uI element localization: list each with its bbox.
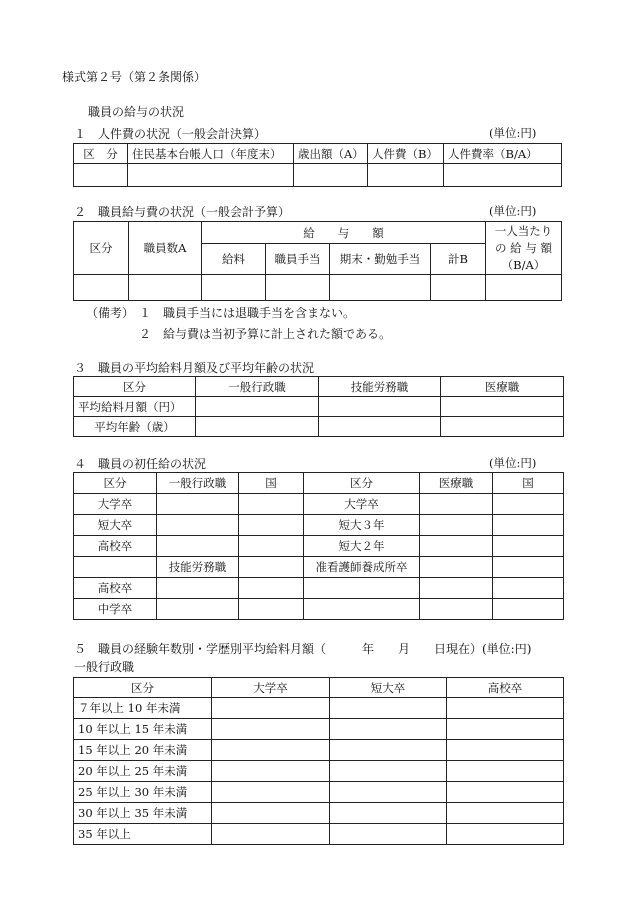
header-total: 計B bbox=[431, 244, 486, 275]
blank-cell bbox=[420, 557, 493, 578]
row-label-experience: ７年以上 10 年未満 bbox=[74, 698, 212, 719]
blank-cell bbox=[330, 782, 447, 803]
blank-cell bbox=[431, 275, 486, 301]
blank-cell bbox=[493, 557, 564, 578]
average-salary-table bbox=[73, 376, 564, 437]
row-label-right bbox=[304, 578, 420, 599]
header-university: 大学卒 bbox=[212, 678, 330, 698]
section-3-title: ３ 職員の平均給料月額及び平均年齢の状況 bbox=[74, 361, 315, 375]
blank-cell bbox=[330, 698, 447, 719]
per-person-line-3: （B/A） bbox=[501, 257, 546, 272]
blank-cell bbox=[447, 740, 564, 761]
header-kubun-left: 区分 bbox=[74, 473, 157, 494]
blank-cell bbox=[74, 164, 128, 187]
blank-cell bbox=[420, 536, 493, 557]
row-label-right: 短大３年 bbox=[304, 515, 420, 536]
blank-cell bbox=[196, 397, 319, 417]
blank-cell bbox=[447, 782, 564, 803]
header-junior-college: 短大卒 bbox=[330, 678, 447, 698]
section-5-title: ５ 職員の経験年数別・学歴別平均給料月額（ 年 月 日現在）(単位:円) bbox=[74, 642, 532, 656]
row-label-experience: 30 年以上 35 年未満 bbox=[74, 803, 212, 824]
section-1-title: １ 人件費の状況（一般会計決算） bbox=[74, 127, 267, 141]
header-kubun: 区分 bbox=[74, 377, 196, 397]
header-allowance: 職員手当 bbox=[266, 244, 330, 275]
blank-cell bbox=[493, 578, 564, 599]
row-label-experience: 10 年以上 15 年未満 bbox=[74, 719, 212, 740]
note-1: １ 職員手当には退職手当を含まない。 bbox=[139, 306, 356, 320]
blank-cell bbox=[319, 417, 441, 437]
blank-cell bbox=[330, 275, 431, 301]
blank-cell bbox=[128, 164, 294, 187]
blank-cell bbox=[212, 782, 330, 803]
row-label-right: 大学卒 bbox=[304, 494, 420, 515]
row-label-experience: 35 年以上 bbox=[74, 824, 212, 845]
blank-cell bbox=[330, 719, 447, 740]
blank-cell bbox=[330, 761, 447, 782]
blank-cell bbox=[239, 515, 304, 536]
header-population: 住民基本台帳人口（年度末） bbox=[128, 144, 294, 164]
blank-cell bbox=[239, 557, 304, 578]
header-general-admin: 一般行政職 bbox=[196, 377, 319, 397]
note-2: ２ 給与費は当初予算に計上された額である。 bbox=[139, 327, 392, 341]
blank-cell bbox=[239, 578, 304, 599]
section-1-unit: (単位:円) bbox=[489, 126, 537, 140]
row-label-left bbox=[74, 557, 157, 578]
row-label-left: 中学卒 bbox=[74, 599, 157, 620]
blank-cell bbox=[266, 275, 330, 301]
row-label-experience: 20 年以上 25 年未満 bbox=[74, 761, 212, 782]
header-high-school: 高校卒 bbox=[447, 678, 564, 698]
header-medical: 医療職 bbox=[441, 377, 564, 397]
per-person-line-2: の 給 与 額 bbox=[495, 240, 552, 255]
header-kubun: 区 分 bbox=[74, 144, 128, 164]
row-label-experience: 25 年以上 30 年未満 bbox=[74, 782, 212, 803]
header-base-salary: 給料 bbox=[202, 244, 266, 275]
blank-cell bbox=[212, 719, 330, 740]
blank-cell bbox=[447, 803, 564, 824]
header-general-admin: 一般行政職 bbox=[157, 473, 239, 494]
row-label-right: 短大２年 bbox=[304, 536, 420, 557]
blank-cell bbox=[420, 494, 493, 515]
blank-cell bbox=[368, 164, 444, 187]
header-expenditure: 歳出額（A） bbox=[294, 144, 368, 164]
notes-label: （備考） bbox=[86, 306, 135, 320]
blank-cell bbox=[447, 824, 564, 845]
header-skilled-labor: 技能労務職 bbox=[319, 377, 441, 397]
row-label-experience: 15 年以上 20 年未満 bbox=[74, 740, 212, 761]
header-salary-amount: 給 与 額 bbox=[202, 222, 486, 244]
row-label-right bbox=[304, 599, 420, 620]
blank-cell bbox=[157, 599, 239, 620]
starting-salary-table bbox=[73, 472, 564, 620]
blank-cell bbox=[239, 599, 304, 620]
section-4-title: ４ 職員の初任給の状況 bbox=[74, 457, 207, 471]
form-number: 様式第２号（第２条関係） bbox=[62, 70, 207, 84]
row-label-right: 准看護師養成所卒 bbox=[304, 557, 420, 578]
section-2-unit: (単位:円) bbox=[489, 204, 537, 218]
blank-cell bbox=[486, 275, 562, 301]
blank-cell bbox=[330, 740, 447, 761]
blank-cell bbox=[420, 599, 493, 620]
header-national-left: 国 bbox=[239, 473, 304, 494]
header-personnel-cost-ratio: 人件費率（B/A） bbox=[444, 144, 562, 164]
blank-cell bbox=[239, 494, 304, 515]
blank-cell bbox=[330, 824, 447, 845]
header-kubun-right: 区分 bbox=[304, 473, 420, 494]
skilled-labor-label: 技能労務職 bbox=[157, 557, 239, 578]
document-heading: 職員の給与の状況 bbox=[88, 105, 185, 119]
blank-cell bbox=[493, 494, 564, 515]
blank-cell bbox=[212, 740, 330, 761]
blank-cell bbox=[157, 536, 239, 557]
header-kubun: 区分 bbox=[74, 222, 129, 275]
section-2-title: ２ 職員給与費の状況（一般会計予算） bbox=[74, 205, 291, 219]
experience-salary-table bbox=[73, 677, 564, 845]
blank-cell bbox=[493, 515, 564, 536]
blank-cell bbox=[447, 698, 564, 719]
header-national-right: 国 bbox=[493, 473, 564, 494]
blank-cell bbox=[157, 578, 239, 599]
blank-cell bbox=[420, 515, 493, 536]
blank-cell bbox=[202, 275, 266, 301]
header-personnel-cost: 人件費（B） bbox=[368, 144, 444, 164]
blank-cell bbox=[212, 824, 330, 845]
blank-cell bbox=[447, 719, 564, 740]
blank-cell bbox=[330, 803, 447, 824]
blank-cell bbox=[493, 536, 564, 557]
blank-cell bbox=[441, 417, 564, 437]
header-medical: 医療職 bbox=[420, 473, 493, 494]
blank-cell bbox=[157, 515, 239, 536]
row-label-left: 大学卒 bbox=[74, 494, 157, 515]
per-person-line-1: 一人当たり bbox=[494, 223, 553, 238]
header-kubun: 区分 bbox=[74, 678, 212, 698]
blank-cell bbox=[294, 164, 368, 187]
personnel-cost-table bbox=[73, 143, 562, 187]
header-bonus: 期末・勤勉手当 bbox=[330, 244, 431, 275]
blank-cell bbox=[441, 397, 564, 417]
header-per-person-salary bbox=[486, 222, 562, 275]
blank-cell bbox=[420, 578, 493, 599]
blank-cell bbox=[212, 803, 330, 824]
blank-cell bbox=[493, 599, 564, 620]
blank-cell bbox=[129, 275, 202, 301]
salary-expense-table bbox=[73, 221, 562, 301]
blank-cell bbox=[212, 761, 330, 782]
row-label-left: 短大卒 bbox=[74, 515, 157, 536]
row-label-avg-age: 平均年齢（歳） bbox=[74, 417, 196, 437]
section-4-unit: (単位:円) bbox=[489, 456, 537, 470]
blank-cell bbox=[447, 761, 564, 782]
blank-cell bbox=[74, 275, 129, 301]
blank-cell bbox=[196, 417, 319, 437]
row-label-avg-monthly-salary: 平均給料月額（円） bbox=[74, 397, 196, 417]
blank-cell bbox=[319, 397, 441, 417]
section-5-subtitle: 一般行政職 bbox=[74, 660, 135, 674]
header-staff-count: 職員数A bbox=[129, 222, 202, 275]
blank-cell bbox=[157, 494, 239, 515]
blank-cell bbox=[239, 536, 304, 557]
blank-cell bbox=[444, 164, 562, 187]
row-label-left: 高校卒 bbox=[74, 536, 157, 557]
blank-cell bbox=[212, 698, 330, 719]
row-label-left: 高校卒 bbox=[74, 578, 157, 599]
